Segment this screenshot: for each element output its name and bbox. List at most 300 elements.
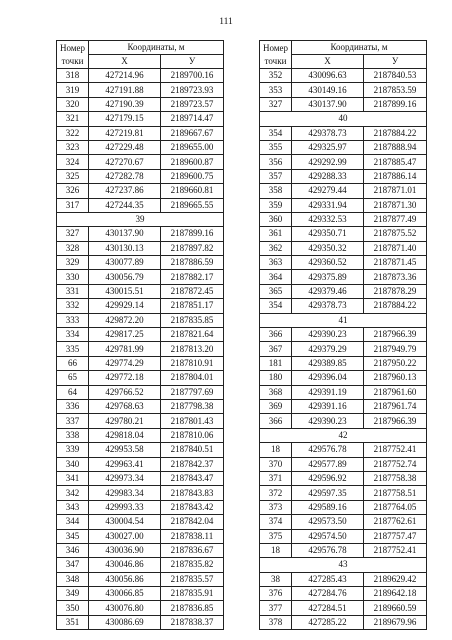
point-number-cell: 352 — [260, 69, 292, 83]
y-coordinate-cell: 2187884.22 — [364, 299, 427, 313]
x-coordinate-cell: 429379.46 — [292, 284, 364, 298]
section-number: 41 — [260, 313, 427, 327]
point-number-cell: 354 — [260, 126, 292, 140]
y-coordinate-cell: 2187950.22 — [364, 356, 427, 370]
point-number-cell: 355 — [260, 140, 292, 154]
y-coordinate-cell: 2189723.93 — [161, 83, 224, 97]
table-row — [57, 486, 224, 500]
y-coordinate-cell: 2187810.91 — [161, 356, 224, 370]
y-coordinate-cell: 2187758.38 — [364, 471, 427, 485]
x-coordinate-cell: 429817.25 — [89, 328, 161, 342]
table-row — [57, 140, 224, 154]
point-number-cell: 338 — [57, 428, 89, 442]
point-number-cell: 66 — [57, 356, 89, 370]
point-number-cell: 342 — [57, 486, 89, 500]
table-row — [57, 572, 224, 586]
y-coordinate-cell: 2187840.51 — [161, 443, 224, 457]
point-number-cell: 354 — [260, 299, 292, 313]
x-coordinate-cell: 429389.85 — [292, 356, 364, 370]
point-number-cell: 343 — [57, 500, 89, 514]
y-coordinate-cell: 2187961.74 — [364, 399, 427, 413]
point-number-cell: 329 — [57, 256, 89, 270]
point-number-header-line2: точки — [61, 55, 84, 66]
y-coordinate-cell: 2187886.59 — [161, 256, 224, 270]
point-number-cell: 349 — [57, 587, 89, 601]
point-number-cell: 372 — [260, 486, 292, 500]
coordinates-table-right — [259, 40, 427, 630]
x-coordinate-cell: 429375.89 — [292, 270, 364, 284]
y-coordinate-cell: 2189723.57 — [161, 97, 224, 111]
table-row — [57, 500, 224, 514]
y-coordinate-cell: 2187835.82 — [161, 558, 224, 572]
point-number-cell: 363 — [260, 256, 292, 270]
table-row — [260, 515, 427, 529]
y-coordinate-cell: 2187798.38 — [161, 399, 224, 413]
y-coordinate-cell: 2187899.16 — [364, 97, 427, 111]
table-row — [260, 500, 427, 514]
y-coordinate-cell: 2187961.60 — [364, 385, 427, 399]
point-number-cell: 367 — [260, 342, 292, 356]
y-coordinate-cell: 2187843.42 — [161, 500, 224, 514]
x-coordinate-cell: 429973.34 — [89, 471, 161, 485]
point-number-cell: 347 — [57, 558, 89, 572]
point-number-cell: 345 — [57, 529, 89, 543]
table-row — [260, 385, 427, 399]
y-coordinate-cell: 2187836.85 — [161, 601, 224, 615]
y-coordinate-cell: 2187835.85 — [161, 313, 224, 327]
x-coordinate-cell: 429818.04 — [89, 428, 161, 442]
x-coordinate-cell: 429963.41 — [89, 457, 161, 471]
x-coordinate-cell: 429391.19 — [292, 385, 364, 399]
point-number-cell: 332 — [57, 299, 89, 313]
table-row — [57, 83, 224, 97]
y-coordinate-cell: 2189655.00 — [161, 140, 224, 154]
y-coordinate-cell: 2189629.42 — [364, 572, 427, 586]
point-number-cell: 181 — [260, 356, 292, 370]
x-coordinate-cell: 427237.86 — [89, 184, 161, 198]
x-coordinate-cell: 429379.29 — [292, 342, 364, 356]
table-row — [260, 443, 427, 457]
y-coordinate-cell: 2187966.39 — [364, 414, 427, 428]
y-coordinate-cell: 2187838.11 — [161, 529, 224, 543]
x-coordinate-cell: 429577.89 — [292, 457, 364, 471]
y-coordinate-cell: 2187882.17 — [161, 270, 224, 284]
x-coordinate-cell: 427219.81 — [89, 126, 161, 140]
y-coordinate-cell: 2187960.13 — [364, 371, 427, 385]
table-row — [57, 615, 224, 629]
x-coordinate-cell: 430096.63 — [292, 69, 364, 83]
section-row — [260, 112, 427, 126]
point-number-cell: 357 — [260, 169, 292, 183]
table-row — [260, 371, 427, 385]
point-number-cell: 328 — [57, 241, 89, 255]
x-coordinate-cell: 429589.16 — [292, 500, 364, 514]
table-row — [260, 471, 427, 485]
y-coordinate-cell: 2189660.81 — [161, 184, 224, 198]
table-row — [57, 241, 224, 255]
table-row — [260, 69, 427, 83]
section-row — [57, 212, 224, 226]
point-number-cell: 374 — [260, 515, 292, 529]
table-row — [57, 342, 224, 356]
x-coordinate-cell: 430027.00 — [89, 529, 161, 543]
point-number-cell: 371 — [260, 471, 292, 485]
y-coordinate-cell: 2187843.83 — [161, 486, 224, 500]
table-row — [260, 184, 427, 198]
section-row — [260, 313, 427, 327]
x-coordinate-cell: 429332.53 — [292, 212, 364, 226]
point-number-cell: 351 — [57, 615, 89, 629]
y-coordinate-cell: 2187851.17 — [161, 299, 224, 313]
y-coordinate-cell: 2187871.01 — [364, 184, 427, 198]
point-number-cell: 323 — [57, 140, 89, 154]
point-number-cell: 366 — [260, 328, 292, 342]
x-coordinate-cell: 430076.80 — [89, 601, 161, 615]
y-coordinate-cell: 2187872.45 — [161, 284, 224, 298]
y-coordinate-cell: 2189600.87 — [161, 155, 224, 169]
y-coordinate-cell: 2187752.41 — [364, 443, 427, 457]
table-row — [260, 414, 427, 428]
y-coordinate-cell: 2189714.47 — [161, 112, 224, 126]
y-coordinate-cell: 2187875.52 — [364, 227, 427, 241]
point-number-cell: 317 — [57, 198, 89, 212]
x-coordinate-cell: 427229.48 — [89, 140, 161, 154]
point-number-cell: 353 — [260, 83, 292, 97]
x-coordinate-cell: 427285.43 — [292, 572, 364, 586]
x-coordinate-cell: 429576.78 — [292, 543, 364, 557]
table-row — [57, 543, 224, 557]
table-row — [57, 356, 224, 370]
y-coordinate-cell: 2187871.40 — [364, 241, 427, 255]
point-number-cell: 336 — [57, 399, 89, 413]
y-coordinate-cell: 2187764.05 — [364, 500, 427, 514]
y-coordinate-cell: 2187804.01 — [161, 371, 224, 385]
section-number: 39 — [57, 212, 224, 226]
x-coordinate-cell: 429953.58 — [89, 443, 161, 457]
point-number-cell: 350 — [57, 601, 89, 615]
y-coordinate-cell: 2187885.47 — [364, 155, 427, 169]
x-coordinate-cell: 430077.89 — [89, 256, 161, 270]
x-coordinate-cell: 427284.76 — [292, 587, 364, 601]
x-coordinate-cell: 429279.44 — [292, 184, 364, 198]
y-coordinate-cell: 2187843.47 — [161, 471, 224, 485]
x-coordinate-cell: 429390.23 — [292, 328, 364, 342]
y-coordinate-cell: 2187842.04 — [161, 515, 224, 529]
point-number-cell: 330 — [57, 270, 89, 284]
point-number-cell: 378 — [260, 615, 292, 629]
x-coordinate-cell: 429774.29 — [89, 356, 161, 370]
x-coordinate-cell: 429378.73 — [292, 126, 364, 140]
table-row — [260, 615, 427, 629]
point-number-cell: 334 — [57, 328, 89, 342]
x-coordinate-cell: 427191.88 — [89, 83, 161, 97]
table-row — [260, 140, 427, 154]
table-row — [57, 270, 224, 284]
point-number-cell: 180 — [260, 371, 292, 385]
y-coordinate-cell: 2189600.75 — [161, 169, 224, 183]
y-coordinate-cell: 2187757.47 — [364, 529, 427, 543]
point-number-cell: 320 — [57, 97, 89, 111]
point-number-cell: 361 — [260, 227, 292, 241]
y-coordinate-cell: 2187888.94 — [364, 140, 427, 154]
table-row — [57, 529, 224, 543]
x-coordinate-cell: 430130.13 — [89, 241, 161, 255]
point-number-cell: 337 — [57, 414, 89, 428]
table-row — [260, 356, 427, 370]
point-number-cell: 64 — [57, 385, 89, 399]
x-coordinate-cell: 430046.86 — [89, 558, 161, 572]
point-number-cell: 18 — [260, 543, 292, 557]
x-coordinate-cell: 430137.90 — [89, 227, 161, 241]
x-coordinate-cell: 429596.92 — [292, 471, 364, 485]
point-number-cell: 38 — [260, 572, 292, 586]
table-row — [260, 486, 427, 500]
x-coordinate-cell: 429780.21 — [89, 414, 161, 428]
x-coordinate-cell: 427282.78 — [89, 169, 161, 183]
table-row — [260, 572, 427, 586]
point-number-cell: 327 — [57, 227, 89, 241]
point-number-cell: 319 — [57, 83, 89, 97]
x-coordinate-cell: 429772.18 — [89, 371, 161, 385]
x-coordinate-cell: 427270.67 — [89, 155, 161, 169]
y-coordinate-cell: 2187873.36 — [364, 270, 427, 284]
table-row — [57, 385, 224, 399]
table-row — [260, 155, 427, 169]
table-row — [260, 256, 427, 270]
y-coordinate-cell: 2187840.53 — [364, 69, 427, 83]
section-number: 43 — [260, 558, 427, 572]
point-number-cell: 348 — [57, 572, 89, 586]
table-row — [57, 399, 224, 413]
table-row — [57, 184, 224, 198]
table-row — [57, 414, 224, 428]
table-row — [57, 155, 224, 169]
point-number-header-line1: Номер — [59, 42, 86, 53]
table-row — [57, 198, 224, 212]
point-number-cell: 358 — [260, 184, 292, 198]
table-row — [57, 313, 224, 327]
x-coordinate-cell: 429390.23 — [292, 414, 364, 428]
table-row — [260, 212, 427, 226]
section-row — [260, 558, 427, 572]
section-number: 40 — [260, 112, 427, 126]
coordinates-header: Координаты, м — [89, 41, 224, 55]
x-column-header: X — [89, 55, 161, 69]
table-row — [260, 227, 427, 241]
point-number-cell: 346 — [57, 543, 89, 557]
table-row — [57, 471, 224, 485]
x-coordinate-cell: 429768.63 — [89, 399, 161, 413]
x-coordinate-cell: 429766.52 — [89, 385, 161, 399]
y-coordinate-cell: 2187752.41 — [364, 543, 427, 557]
x-coordinate-cell: 429573.50 — [292, 515, 364, 529]
point-number-cell: 377 — [260, 601, 292, 615]
table-row — [260, 587, 427, 601]
point-number-cell: 356 — [260, 155, 292, 169]
point-number-cell: 325 — [57, 169, 89, 183]
point-number-cell: 341 — [57, 471, 89, 485]
y-coordinate-cell: 2187871.30 — [364, 198, 427, 212]
x-coordinate-cell: 427285.22 — [292, 615, 364, 629]
table-row — [260, 83, 427, 97]
point-number-header-line2: точки — [264, 55, 287, 66]
x-coordinate-cell: 430137.90 — [292, 97, 364, 111]
y-coordinate-cell: 2187877.49 — [364, 212, 427, 226]
point-number-cell: 331 — [57, 284, 89, 298]
point-number-cell: 369 — [260, 399, 292, 413]
table-row — [260, 328, 427, 342]
y-column-header: У — [161, 55, 224, 69]
y-coordinate-cell: 2187752.74 — [364, 457, 427, 471]
x-coordinate-cell: 430086.69 — [89, 615, 161, 629]
point-number-cell: 360 — [260, 212, 292, 226]
table-row — [57, 126, 224, 140]
y-coordinate-cell: 2187842.37 — [161, 457, 224, 471]
y-coordinate-cell: 2187853.59 — [364, 83, 427, 97]
point-number-cell: 365 — [260, 284, 292, 298]
table-row — [260, 543, 427, 557]
table-row — [57, 299, 224, 313]
point-number-cell: 322 — [57, 126, 89, 140]
section-row — [260, 428, 427, 442]
x-coordinate-cell: 427284.51 — [292, 601, 364, 615]
table-row — [260, 169, 427, 183]
point-number-cell: 324 — [57, 155, 89, 169]
point-number-cell: 327 — [260, 97, 292, 111]
y-coordinate-cell: 2187813.20 — [161, 342, 224, 356]
table-row — [260, 299, 427, 313]
x-coordinate-cell: 429597.35 — [292, 486, 364, 500]
point-number-cell: 335 — [57, 342, 89, 356]
y-coordinate-cell: 2189660.59 — [364, 601, 427, 615]
y-coordinate-cell: 2187871.45 — [364, 256, 427, 270]
x-coordinate-cell: 430036.90 — [89, 543, 161, 557]
table-row — [260, 284, 427, 298]
point-number-cell: 370 — [260, 457, 292, 471]
x-coordinate-cell: 429929.14 — [89, 299, 161, 313]
x-coordinate-cell: 429331.94 — [292, 198, 364, 212]
x-coordinate-cell: 427179.15 — [89, 112, 161, 126]
point-number-cell: 375 — [260, 529, 292, 543]
y-coordinate-cell: 2187884.22 — [364, 126, 427, 140]
y-coordinate-cell: 2187835.57 — [161, 572, 224, 586]
x-coordinate-cell: 429983.34 — [89, 486, 161, 500]
y-coordinate-cell: 2189665.55 — [161, 198, 224, 212]
y-coordinate-cell: 2187886.14 — [364, 169, 427, 183]
table-row — [57, 256, 224, 270]
y-coordinate-cell: 2187897.82 — [161, 241, 224, 255]
point-number-cell: 368 — [260, 385, 292, 399]
y-coordinate-cell: 2189667.67 — [161, 126, 224, 140]
table-row — [57, 69, 224, 83]
x-coordinate-cell: 430015.51 — [89, 284, 161, 298]
x-coordinate-cell: 429378.73 — [292, 299, 364, 313]
point-number-cell: 366 — [260, 414, 292, 428]
point-number-cell: 321 — [57, 112, 89, 126]
table-row — [57, 97, 224, 111]
x-coordinate-cell: 430056.86 — [89, 572, 161, 586]
y-column-header: У — [364, 55, 427, 69]
table-row — [57, 601, 224, 615]
point-number-cell: 364 — [260, 270, 292, 284]
page-number: 111 — [219, 17, 233, 27]
table-row — [57, 112, 224, 126]
point-number-cell: 376 — [260, 587, 292, 601]
table-row — [260, 601, 427, 615]
y-coordinate-cell: 2187762.61 — [364, 515, 427, 529]
y-coordinate-cell: 2187801.43 — [161, 414, 224, 428]
table-row — [57, 558, 224, 572]
point-number-cell: 362 — [260, 241, 292, 255]
table-row — [260, 198, 427, 212]
table-row — [260, 126, 427, 140]
x-coordinate-cell: 429574.50 — [292, 529, 364, 543]
x-coordinate-cell: 427190.39 — [89, 97, 161, 111]
table-row — [260, 241, 427, 255]
y-coordinate-cell: 2187797.69 — [161, 385, 224, 399]
x-coordinate-cell: 429288.33 — [292, 169, 364, 183]
x-coordinate-cell: 429872.20 — [89, 313, 161, 327]
y-coordinate-cell: 2187810.06 — [161, 428, 224, 442]
x-coordinate-cell: 429396.04 — [292, 371, 364, 385]
point-number-cell: 18 — [260, 443, 292, 457]
x-coordinate-cell: 429292.99 — [292, 155, 364, 169]
coordinates-table-left — [56, 40, 224, 630]
x-coordinate-cell: 430066.85 — [89, 587, 161, 601]
table-row — [260, 97, 427, 111]
y-coordinate-cell: 2187949.79 — [364, 342, 427, 356]
y-coordinate-cell: 2187966.39 — [364, 328, 427, 342]
point-number-header-line1: Номер — [262, 42, 289, 53]
point-number-cell: 333 — [57, 313, 89, 327]
table-row — [260, 270, 427, 284]
table-row — [260, 399, 427, 413]
y-coordinate-cell: 2187835.91 — [161, 587, 224, 601]
table-row — [57, 328, 224, 342]
table-row — [57, 169, 224, 183]
table-row — [57, 457, 224, 471]
table-row — [57, 371, 224, 385]
y-coordinate-cell: 2187838.37 — [161, 615, 224, 629]
table-row — [57, 428, 224, 442]
x-coordinate-cell: 429325.97 — [292, 140, 364, 154]
table-row — [260, 342, 427, 356]
table-row — [57, 284, 224, 298]
x-coordinate-cell: 429350.71 — [292, 227, 364, 241]
point-number-cell: 344 — [57, 515, 89, 529]
x-coordinate-cell: 429360.52 — [292, 256, 364, 270]
table-row — [260, 529, 427, 543]
x-coordinate-cell: 429781.99 — [89, 342, 161, 356]
table-row — [57, 515, 224, 529]
table-row — [260, 457, 427, 471]
y-coordinate-cell: 2187836.67 — [161, 543, 224, 557]
y-coordinate-cell: 2187899.16 — [161, 227, 224, 241]
table-row — [57, 443, 224, 457]
x-column-header: X — [292, 55, 364, 69]
point-number-cell: 326 — [57, 184, 89, 198]
y-coordinate-cell: 2189679.96 — [364, 615, 427, 629]
x-coordinate-cell: 427214.96 — [89, 69, 161, 83]
y-coordinate-cell: 2189642.18 — [364, 587, 427, 601]
point-number-cell: 339 — [57, 443, 89, 457]
x-coordinate-cell: 430056.79 — [89, 270, 161, 284]
x-coordinate-cell: 429391.16 — [292, 399, 364, 413]
table-row — [57, 227, 224, 241]
x-coordinate-cell: 430004.54 — [89, 515, 161, 529]
point-number-cell: 65 — [57, 371, 89, 385]
y-coordinate-cell: 2187758.51 — [364, 486, 427, 500]
